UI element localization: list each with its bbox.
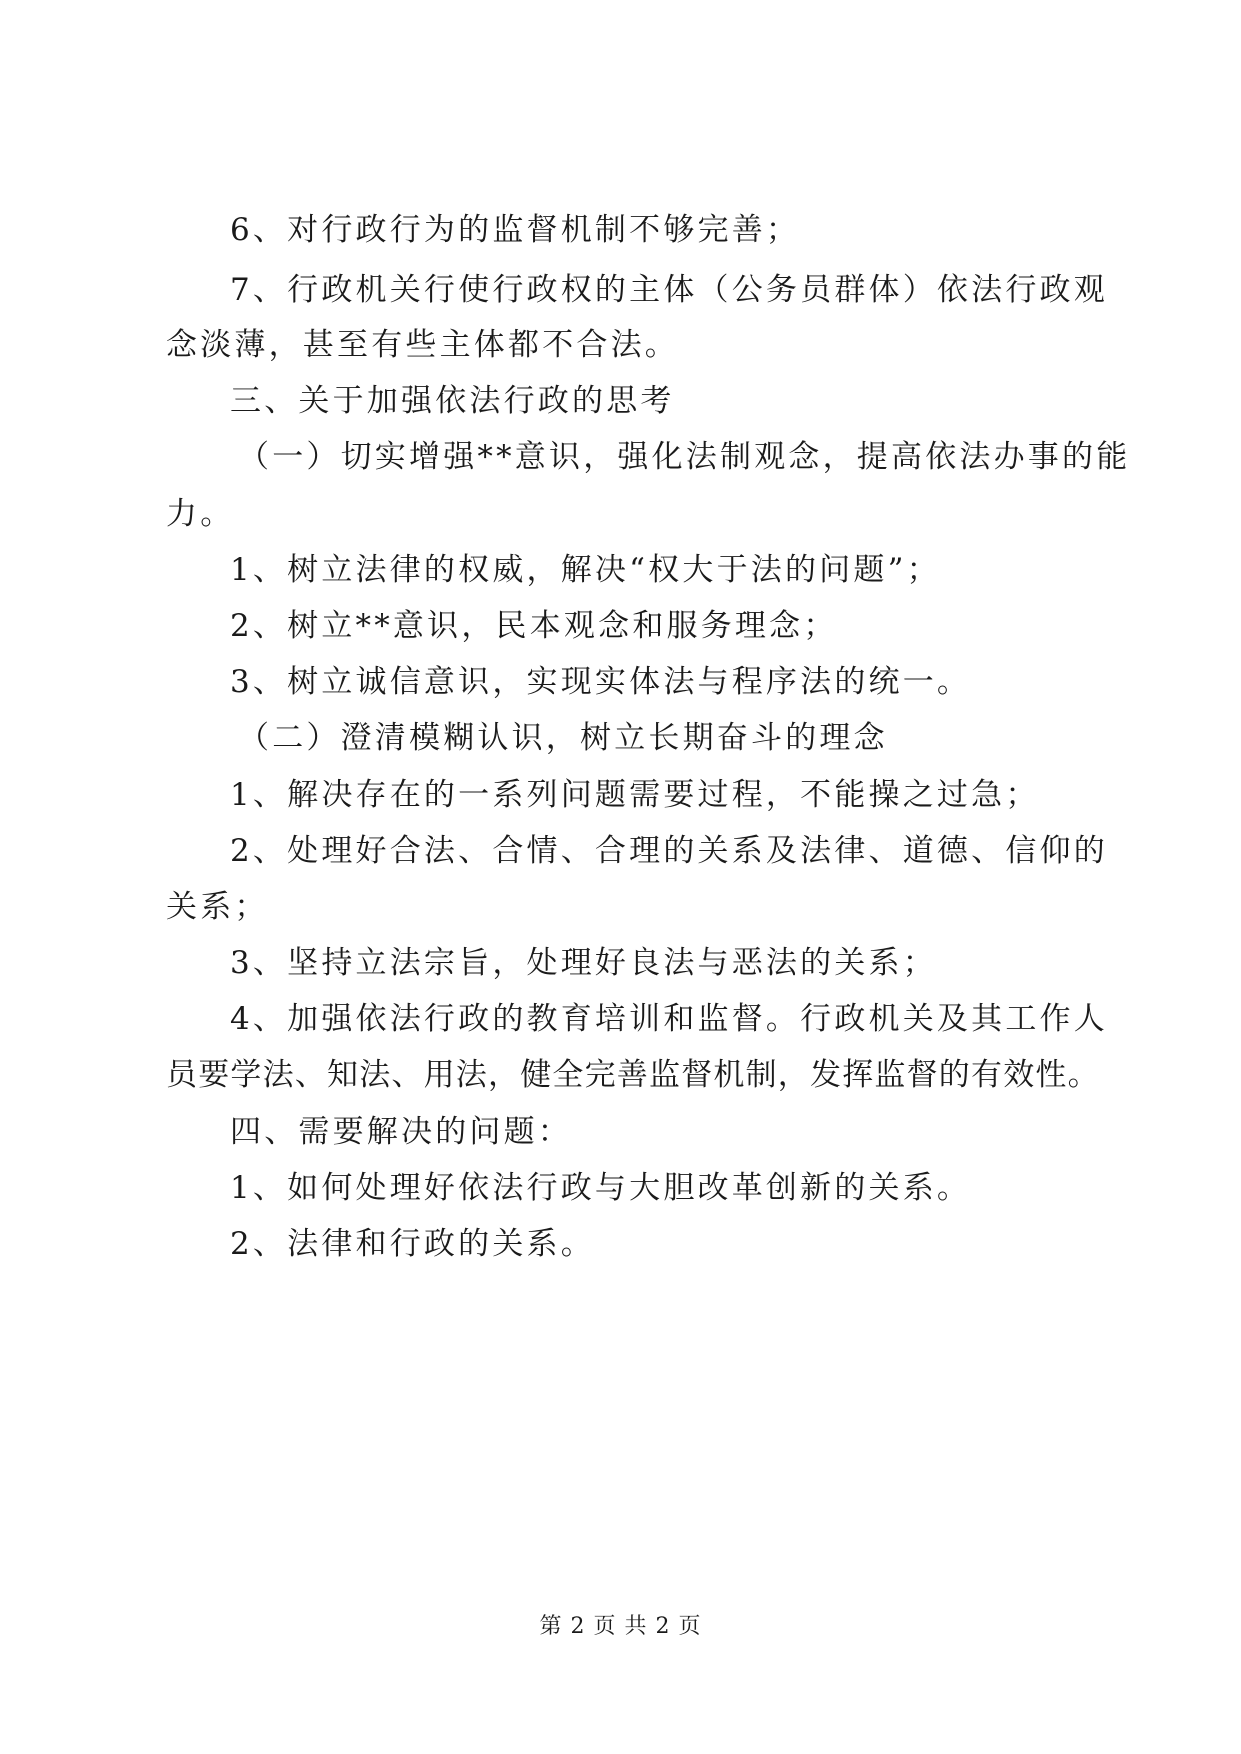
list-item: 3、树立诚信意识，实现实体法与程序法的统一。 <box>230 664 972 700</box>
page-number: 第 2 页 共 2 页 <box>539 1614 702 1639</box>
paragraph-line: 力。 <box>166 496 235 532</box>
list-item: 1、树立法律的权威，解决“权大于法的问题”； <box>230 552 941 588</box>
paragraph-line: 员要学法、知法、用法，健全完善监督机制，发挥监督的有效性。 <box>166 1057 1100 1093</box>
subsection-heading: （二）澄清模糊认识，树立长期奋斗的理念 <box>238 720 888 756</box>
paragraph-line: 念淡薄，甚至有些主体都不合法。 <box>166 327 679 363</box>
subsection-heading: （一）切实增强**意识，强化法制观念，提高依法办事的能 <box>238 439 1131 475</box>
paragraph-line: 关系； <box>166 889 269 925</box>
paragraph-line: 6、对行政行为的监督机制不够完善； <box>230 212 801 248</box>
list-item: 1、如何处理好依法行政与大胆改革创新的关系。 <box>230 1170 972 1206</box>
list-item: 3、坚持立法宗旨，处理好良法与恶法的关系； <box>230 945 937 981</box>
section-heading: 三、关于加强依法行政的思考 <box>230 383 675 419</box>
paragraph-line: 7、行政机关行使行政权的主体（公务员群体）依法行政观 <box>230 272 1108 308</box>
list-item: 1、解决存在的一系列问题需要过程，不能操之过急； <box>230 777 1040 813</box>
section-heading: 四、需要解决的问题： <box>230 1114 572 1150</box>
list-item: 2、处理好合法、合情、合理的关系及法律、道德、信仰的 <box>230 833 1108 869</box>
list-item: 4、加强依法行政的教育培训和监督。行政机关及其工作人 <box>230 1001 1108 1037</box>
list-item: 2、法律和行政的关系。 <box>230 1226 595 1262</box>
list-item: 2、树立**意识，民本观念和服务理念； <box>230 608 838 644</box>
